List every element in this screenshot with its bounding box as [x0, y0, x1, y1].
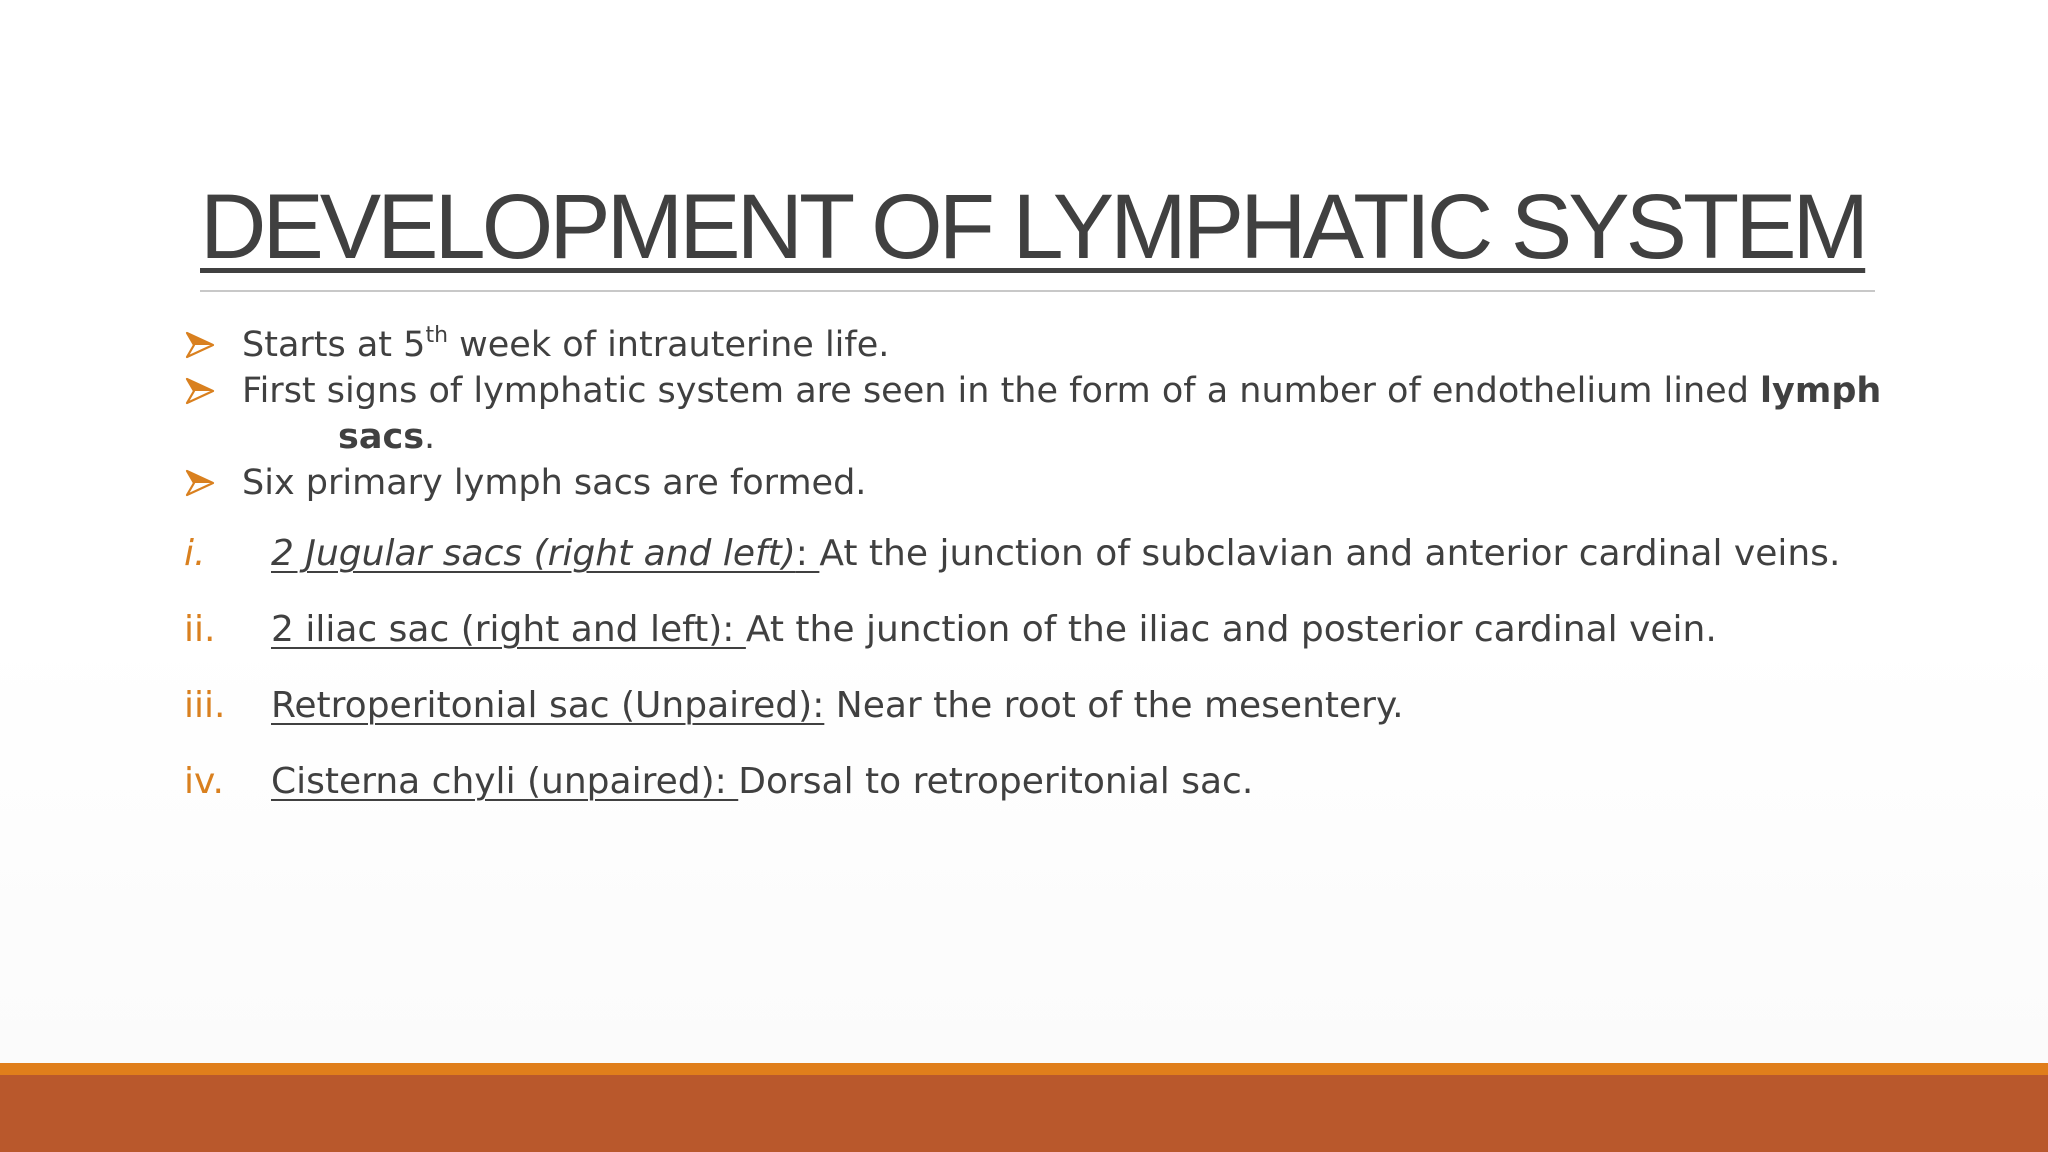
- list-numeral: iv.: [184, 761, 224, 802]
- bullet-list: [185, 322, 1885, 506]
- sac-description: At the junction of the iliac and posterior cardinal vein.: [745, 609, 1717, 650]
- sac-label: 2 Jugular sacs (right and left): [271, 533, 796, 574]
- list-item: [184, 758, 1934, 834]
- bullet-item: First signs of lymphatic system are seen in the form of a number of endothelium lined lymph sacs.: [185, 368, 1885, 460]
- arrow-bullet-icon: [185, 330, 215, 360]
- slide-title: DEVELOPMENT OF LYMPHATIC SYSTEM: [200, 176, 1866, 278]
- bullet-continuation: sacs.: [338, 417, 436, 457]
- list-item: [184, 682, 1934, 758]
- footer-bar: [0, 1075, 2048, 1152]
- footer-accent-stripe: [0, 1063, 2048, 1075]
- sac-label: Cisterna chyli (unpaired):: [271, 761, 739, 802]
- list-item: i. 2 Jugular sacs (right and left): At the junction of subclavian and anterior cardinal veins.: [184, 530, 1934, 606]
- sac-description: Near the root of the mesentery.: [824, 685, 1404, 726]
- list-numeral: ii.: [184, 609, 216, 650]
- bullet-item: Six primary lymph sacs are formed.: [185, 460, 1885, 506]
- arrow-bullet-icon: [185, 376, 215, 406]
- sac-label: Retroperitonial sac (Unpaired):: [271, 685, 825, 726]
- list-numeral: i.: [184, 533, 206, 574]
- list-item: [184, 606, 1934, 682]
- sac-description: At the junction of subclavian and anterior cardinal veins.: [819, 533, 1841, 574]
- sac-description: Dorsal to retroperitonial sac.: [738, 761, 1254, 802]
- arrow-bullet-icon: [185, 468, 215, 498]
- lymph-sac-list: [184, 530, 1934, 834]
- bullet-item: Starts at 5th week of intrauterine life.: [185, 322, 1885, 368]
- title-divider: [200, 290, 1875, 292]
- sac-label: 2 iliac sac (right and left):: [271, 609, 746, 650]
- list-numeral: iii.: [184, 685, 226, 726]
